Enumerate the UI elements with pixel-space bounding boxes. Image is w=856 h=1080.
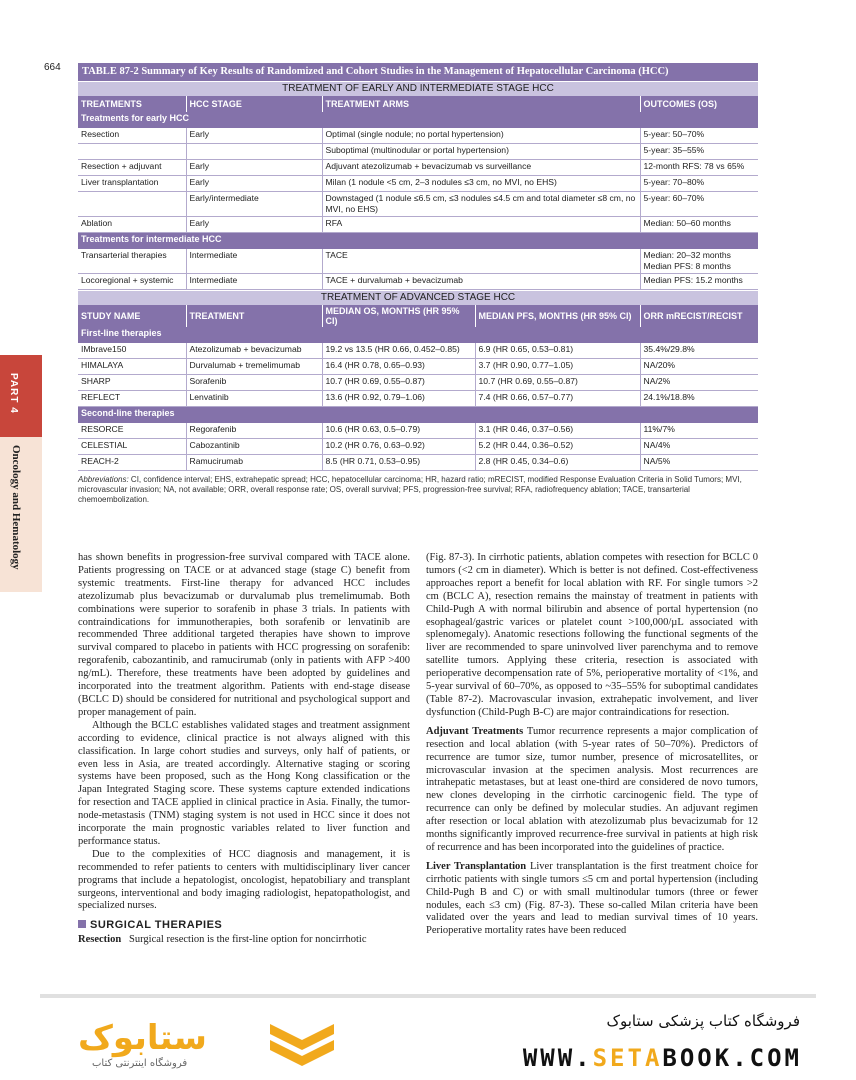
resection-text: Surgical resection is the first-line option for noncirrhotic: [129, 934, 367, 946]
table-cell: HIMALAYA: [78, 359, 186, 375]
table-cell: RESORCE: [78, 423, 186, 439]
table-row: [78, 359, 758, 375]
abbreviations-label: Abbreviations:: [78, 475, 129, 484]
table-cell: Suboptimal (multinodular or portal hypertension): [322, 144, 640, 160]
store-url[interactable]: [440, 1044, 802, 1072]
table-row: [78, 274, 758, 290]
page-number: 664: [44, 62, 61, 73]
transplant-text: Liver transplantation is the first treatment choice for cirrhotic patients with single tumors ≤5 cm and portal hypertension (including Child-Pugh B and C) or with small multinodular tumors (three or fewer nodules, each ≤3 cm) (Fig. 87-3). These so-called Milan criteria have been validated over the years and lead to median survival times of 10 years. Perioperative mortality rates have been reduced: [426, 860, 758, 937]
table-row: [78, 343, 758, 359]
table-cell: 6.9 (HR 0.65, 0.53–0.81): [475, 343, 640, 359]
table-cell: Atezolizumab + bevacizumab: [186, 343, 322, 359]
url-prefix: WWW.: [522, 1044, 593, 1072]
table-cell: Early: [186, 217, 322, 233]
table-cell: SHARP: [78, 375, 186, 391]
table-cell: Intermediate: [186, 249, 322, 274]
table-cell: Lenvatinib: [186, 391, 322, 407]
table-cell: Cabozantinib: [186, 439, 322, 455]
table-cell: Median PFS: 15.2 months: [640, 274, 758, 290]
table-group-row: [78, 233, 758, 250]
table-cell: 16.4 (HR 0.78, 0.65–0.93): [322, 359, 475, 375]
store-name: فروشگاه کتاب پزشکی ستابوک: [606, 1012, 800, 1030]
table-row: [78, 192, 758, 217]
group-label: First-line therapies: [78, 327, 758, 343]
table-group-row: [78, 112, 758, 128]
table-cell: Median: 50–60 months: [640, 217, 758, 233]
table-row: [78, 375, 758, 391]
table-cell: Liver transplantation: [78, 176, 186, 192]
table-cell: 3.7 (HR 0.90, 0.77–1.05): [475, 359, 640, 375]
chevron-logo-icon: [266, 1018, 338, 1066]
url-highlight: SETA: [592, 1044, 663, 1072]
table-cell: 10.6 (HR 0.63, 0.5–0.79): [322, 423, 475, 439]
table-cell: Ablation: [78, 217, 186, 233]
table-cell: 19.2 vs 13.5 (HR 0.66, 0.452–0.85): [322, 343, 475, 359]
column-header: ORR mRECIST/RECIST: [640, 305, 758, 327]
column-header: TREATMENTS: [78, 96, 186, 112]
table-cell: Resection: [78, 128, 186, 144]
table-cell: Median: 20–32 months Median PFS: 8 months: [640, 249, 758, 274]
table-cell: Early: [186, 160, 322, 176]
group-label: Treatments for early HCC: [78, 112, 758, 128]
right-paragraph-1: (Fig. 87-3). In cirrhotic patients, ablation competes with resection for BCLC 0 tumors (<2 cm in diameter). Which is better is not defined. Cost-effectiveness approaches report a benefit for local ablation with RF. For single tumors >2 cm (BCLC A), resection remains the mainstay of treatment in patients with Child-Pugh A with normal bilirubin and absence of portal hypertension (no esophageal/gastric varices or platelet count >100,000/µL associated with splenomegaly). Anatomic resections following the functional segments of the liver are recommended to spare uninvolved liver parenchyma and to remove satellite tumors. Applying these criteria, resection is associated with perioperative decompensation rate of 5%, perioperative mortality of <1%, and 5-year survival of 60–70%, as opposed to ~35–55% for suboptimal candidates (Table 87-2). Macrovascular invasion, extrahepatic involvement, and liver dysfunction (Child-Pugh B-C) are major contraindications for resection.: [426, 552, 758, 718]
table-group-row: [78, 407, 758, 424]
table-cell: Downstaged (1 nodule ≤6.5 cm, ≤3 nodules ≤4.5 cm and total diameter ≤8 cm, no MVI, no EHS): [322, 192, 640, 217]
table-cell: Resection + adjuvant: [78, 160, 186, 176]
column-header: MEDIAN PFS, MONTHS (HR 95% CI): [475, 305, 640, 327]
table-cell: [78, 144, 186, 160]
table-row: [78, 249, 758, 274]
section-strip: [0, 437, 42, 592]
left-paragraph-1: has shown benefits in progression-free survival compared with TACE alone. Patients progressing on TACE or at advanced stage (stage C) benefit from systemic treatments. First-line therapy for advanced HCC includes atezolizumab plus bevacizumab or durvalumab plus tremelimumab. Both combinations were superior to sorafenib in phase 3 trials. In patients with contraindications for immunotherapies, both sorafenib or lenvatinib are recommended Three additional targeted therapies have shown to improve survival compared to placebo in patients with HCC progressing on sorafenib: regorafenib, cabozantinib, and ramucirumab (only in patients with AFP >400 ng/mL). Therefore, these treatments have been adopted by guidelines and incorporated into the treatment algorithm. Patients with end-stage disease (BCLC D) should be considered for nutritional and psychological support and proper management of pain.: [78, 552, 410, 718]
table-cell: Early/intermediate: [186, 192, 322, 217]
column-header: HCC STAGE: [186, 96, 322, 112]
table-cell: 5-year: 60–70%: [640, 192, 758, 217]
table-cell: Early: [186, 176, 322, 192]
part-label: PART 4: [8, 373, 19, 414]
table-section-header-early: TREATMENT OF EARLY AND INTERMEDIATE STAGE HCC: [78, 81, 758, 96]
table-cell: RFA: [322, 217, 640, 233]
table-row: [78, 144, 758, 160]
table-cell: 11%/7%: [640, 423, 758, 439]
table-cell: 5-year: 50–70%: [640, 128, 758, 144]
table-cell: Durvalumab + tremelimumab: [186, 359, 322, 375]
square-bullet-icon: [78, 920, 86, 928]
footer-divider: [40, 994, 816, 998]
section-heading-text: SURGICAL THERAPIES: [90, 919, 223, 932]
store-logo-subtitle: فروشگاه اینترنتی کتاب: [92, 1058, 188, 1069]
adjuvant-text: Tumor recurrence represents a major complication of resection and local ablation (with 5-year rates of 50–70%). Predictors of recurrence are tumor size, tumor number, presence of microsatellites, or microvascular invasion at the specimen analysis. Most recurrences are intrahepatic metastases, but at least one-third are considered de novo tumors, new clones developing in the cirrhotic carcinogenic field. The type of recurrence can only be defined by molecular studies. An adjuvant regimen after resection or local ablation with atezolizumab plus bevacizumab for 12 months significantly improved recurrence-free survival in patients at high risk of recurrence and has been incorporated into the guidelines of practice.: [426, 725, 759, 853]
left-column: [78, 552, 410, 947]
table-cell: Intermediate: [186, 274, 322, 290]
table-cell: TACE + durvalumab + bevacizumab: [322, 274, 640, 290]
table-cell: 13.6 (HR 0.92, 0.79–1.06): [322, 391, 475, 407]
table-cell: NA/2%: [640, 375, 758, 391]
summary-table: [78, 63, 758, 505]
table-row: [78, 391, 758, 407]
table-cell: 5-year: 35–55%: [640, 144, 758, 160]
table-cell: NA/4%: [640, 439, 758, 455]
store-logo: ستابوک: [78, 1018, 207, 1058]
table-cell: Locoregional + systemic: [78, 274, 186, 290]
section-heading: [78, 919, 410, 931]
column-header: TREATMENT: [186, 305, 322, 327]
table-header-row: [78, 96, 758, 112]
table-abbreviations: [78, 475, 758, 505]
right-column: [426, 552, 758, 938]
table-cell: 5-year: 70–80%: [640, 176, 758, 192]
part-tab: [0, 355, 42, 437]
column-header: MEDIAN OS, MONTHS (HR 95% CI): [322, 305, 475, 327]
table-cell: 3.1 (HR 0.46, 0.37–0.56): [475, 423, 640, 439]
table-row: [78, 423, 758, 439]
table-row: [78, 217, 758, 233]
table-cell: CELESTIAL: [78, 439, 186, 455]
table-cell: Ramucirumab: [186, 455, 322, 471]
table-row: [78, 176, 758, 192]
table-row: [78, 455, 758, 471]
table-cell: Regorafenib: [186, 423, 322, 439]
table-title: TABLE 87-2 Summary of Key Results of Randomized and Cohort Studies in the Management of Hepatocellular Carcinoma (HCC): [78, 63, 758, 81]
table-cell: REACH-2: [78, 455, 186, 471]
table-section-header-advanced: TREATMENT OF ADVANCED STAGE HCC: [78, 290, 758, 305]
left-paragraph-2: Although the BCLC establishes validated stages and treatment assignment according to evidence, clinical practice is not always aligned with this classification. In large cohort studies and surveys, only half of patients, or even less in Asia, are treated accordingly. Alternative staging or scoring systems have been proposed, such as the Hong Kong classification or the Japan Integrated Staging score. These systems capture extended indications for resection and TACE applied in clinical practice in Asia. Finally, the tumor-node-metastasis (TNM) staging system is not used in HCC since it does not incorporate the main prognostic variables related to liver function and performance status.: [78, 719, 410, 847]
table-cell: Transarterial therapies: [78, 249, 186, 274]
table-cell: REFLECT: [78, 391, 186, 407]
table-cell: NA/5%: [640, 455, 758, 471]
table-cell: 2.8 (HR 0.45, 0.34–0.6): [475, 455, 640, 471]
table-cell: 24.1%/18.8%: [640, 391, 758, 407]
table-cell: [186, 144, 322, 160]
table-cell: 12-month RFS: 78 vs 65%: [640, 160, 758, 176]
table-cell: Optimal (single nodule; no portal hypertension): [322, 128, 640, 144]
column-header: TREATMENT ARMS: [322, 96, 640, 112]
table-cell: Milan (1 nodule <5 cm, 2–3 nodules ≤3 cm, no MVI, no EHS): [322, 176, 640, 192]
table-row: [78, 160, 758, 176]
resection-heading: Resection: [78, 934, 122, 946]
table-cell: 8.5 (HR 0.71, 0.53–0.95): [322, 455, 475, 471]
table-cell: [78, 192, 186, 217]
adjuvant-heading: Adjuvant Treatments: [426, 725, 524, 737]
transplant-heading: Liver Transplantation: [426, 860, 527, 872]
column-header: OUTCOMES (OS): [640, 96, 758, 112]
group-label: Treatments for intermediate HCC: [78, 233, 758, 250]
table-header-row: [78, 305, 758, 327]
table-cell: 5.2 (HR 0.44, 0.36–0.52): [475, 439, 640, 455]
table-cell: 7.4 (HR 0.66, 0.57–0.77): [475, 391, 640, 407]
column-header: STUDY NAME: [78, 305, 186, 327]
table-early-intermediate: [78, 96, 758, 290]
table-cell: Early: [186, 128, 322, 144]
table-cell: NA/20%: [640, 359, 758, 375]
table-cell: 10.7 (HR 0.69, 0.55–0.87): [322, 375, 475, 391]
table-cell: TACE: [322, 249, 640, 274]
table-cell: IMbrave150: [78, 343, 186, 359]
table-cell: Adjuvant atezolizumab + bevacizumab vs surveillance: [322, 160, 640, 176]
table-cell: Sorafenib: [186, 375, 322, 391]
table-cell: 10.7 (HR 0.69, 0.55–0.87): [475, 375, 640, 391]
section-label: Oncology and Hematology: [10, 445, 22, 570]
url-suffix: BOOK.COM: [662, 1044, 802, 1072]
group-label: Second-line therapies: [78, 407, 758, 424]
table-group-row: [78, 327, 758, 343]
abbreviations-text: CI, confidence interval; EHS, extrahepatic spread; HCC, hepatocellular carcinoma; HR, hazard ratio; mRECIST, modified Response Evaluation Criteria in Solid Tumors; MVI, microvascular invasion; NA, not available; ORR, overall response rate; OS, overall survival; PFS, progression-free survival; RFA, radiofrequency ablation; TACE, transarterial chemoembolization.: [78, 475, 742, 504]
left-paragraph-3: Due to the complexities of HCC diagnosis and management, it is recommended to refer patients to centers with multidisciplinary liver cancer programs that include a hepatologist, oncologist, hepatobiliary and transplant surgeons, interventional and body imaging radiologist, hepatopathologist, and specialized nurses.: [78, 848, 410, 912]
table-row: [78, 439, 758, 455]
table-cell: 35.4%/29.8%: [640, 343, 758, 359]
table-cell: 10.2 (HR 0.76, 0.63–0.92): [322, 439, 475, 455]
table-row: [78, 128, 758, 144]
table-advanced: [78, 305, 758, 471]
